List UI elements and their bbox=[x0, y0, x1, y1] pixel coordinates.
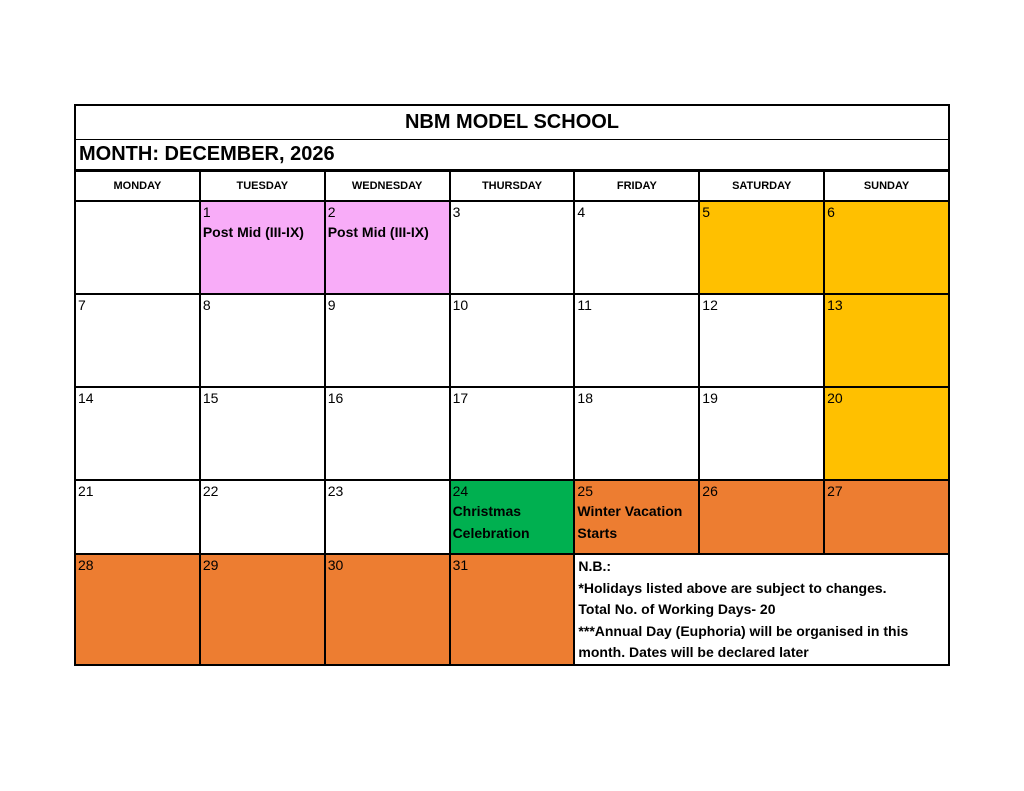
day-number: 3 bbox=[452, 204, 461, 220]
day-number: 10 bbox=[452, 297, 469, 313]
month-label: MONTH: DECEMBER, 2026 bbox=[76, 140, 948, 170]
event-label-line2: Celebration bbox=[452, 525, 530, 541]
event-label: Post Mid (III-IX) bbox=[327, 224, 429, 240]
day-number: 27 bbox=[827, 483, 843, 499]
day-number: 2 bbox=[327, 204, 336, 220]
day-number: 13 bbox=[827, 297, 843, 313]
day-number: 15 bbox=[202, 390, 219, 406]
day-number: 19 bbox=[702, 390, 718, 406]
day-cell-22 bbox=[201, 481, 324, 553]
notes-line: month. Dates will be declared later bbox=[578, 644, 809, 660]
day-number: 6 bbox=[827, 204, 835, 220]
notes-line: ***Annual Day (Euphoria) will be organised in this bbox=[578, 622, 909, 639]
day-cell-26 bbox=[700, 481, 823, 553]
day-number: 17 bbox=[452, 390, 469, 406]
weekday-header-monday: MONDAY bbox=[76, 172, 199, 200]
day-number: 14 bbox=[78, 390, 94, 406]
day-number: 7 bbox=[78, 297, 86, 313]
day-cell-empty bbox=[76, 202, 199, 293]
day-number: 21 bbox=[78, 483, 94, 499]
weekday-header-sunday: SUNDAY bbox=[825, 172, 948, 200]
notes-box bbox=[575, 555, 948, 664]
weekday-header-thursday: THURSDAY bbox=[451, 172, 574, 200]
day-cell-15 bbox=[201, 388, 324, 479]
day-number: 20 bbox=[827, 390, 843, 406]
day-cell-28 bbox=[76, 555, 199, 664]
day-number: 31 bbox=[452, 557, 469, 573]
day-cell-29 bbox=[201, 555, 324, 664]
day-number: 9 bbox=[327, 297, 336, 313]
day-cell-16 bbox=[326, 388, 449, 479]
day-cell-10 bbox=[451, 295, 574, 386]
day-cell-31 bbox=[451, 555, 574, 664]
day-cell-14 bbox=[76, 388, 199, 479]
day-cell-2 bbox=[326, 202, 449, 293]
day-cell-6 bbox=[825, 202, 948, 293]
day-cell-19 bbox=[700, 388, 823, 479]
day-cell-27 bbox=[825, 481, 948, 553]
weekday-header-friday: FRIDAY bbox=[575, 172, 698, 200]
day-number: 25 bbox=[577, 483, 593, 499]
day-cell-5 bbox=[700, 202, 823, 293]
day-cell-1 bbox=[201, 202, 324, 293]
day-cell-25 bbox=[575, 481, 698, 553]
notes-line: *Holidays listed above are subject to changes. bbox=[578, 579, 887, 596]
day-cell-17 bbox=[451, 388, 574, 479]
day-cell-13 bbox=[825, 295, 948, 386]
day-cell-20 bbox=[825, 388, 948, 479]
day-number: 29 bbox=[202, 557, 219, 573]
day-cell-8 bbox=[201, 295, 324, 386]
weekday-header-tuesday: TUESDAY bbox=[201, 172, 324, 200]
day-number: 1 bbox=[202, 204, 211, 220]
notes-heading: N.B.: bbox=[578, 558, 612, 574]
day-cell-30 bbox=[326, 555, 449, 664]
weekday-header-wednesday: WEDNESDAY bbox=[326, 172, 449, 200]
day-cell-23 bbox=[326, 481, 449, 553]
notes-line: Total No. of Working Days- 20 bbox=[578, 601, 776, 617]
day-cell-12 bbox=[700, 295, 823, 386]
day-number: 12 bbox=[702, 297, 718, 313]
day-cell-21 bbox=[76, 481, 199, 553]
day-number: 4 bbox=[577, 204, 586, 220]
day-number: 23 bbox=[327, 483, 344, 499]
day-number: 11 bbox=[577, 297, 592, 313]
day-cell-7 bbox=[76, 295, 199, 386]
day-number: 8 bbox=[202, 297, 211, 313]
day-cell-24 bbox=[451, 481, 574, 553]
day-number: 24 bbox=[452, 483, 469, 499]
calendar-table bbox=[74, 104, 950, 666]
day-number: 22 bbox=[202, 483, 219, 499]
event-label-line1: Winter Vacation bbox=[577, 503, 683, 519]
event-label-line2: Starts bbox=[577, 525, 618, 541]
day-cell-9 bbox=[326, 295, 449, 386]
day-number: 5 bbox=[702, 204, 711, 220]
calendar-grid bbox=[76, 170, 948, 664]
weekday-header-saturday: SATURDAY bbox=[700, 172, 823, 200]
day-number: 30 bbox=[327, 557, 344, 573]
day-number: 16 bbox=[327, 390, 344, 406]
event-label-line1: Christmas bbox=[452, 503, 522, 519]
day-cell-11 bbox=[575, 295, 698, 386]
day-number: 28 bbox=[78, 557, 94, 573]
day-cell-4 bbox=[575, 202, 698, 293]
day-number: 26 bbox=[702, 483, 718, 499]
day-number: 18 bbox=[577, 390, 593, 406]
day-cell-18 bbox=[575, 388, 698, 479]
school-title: NBM MODEL SCHOOL bbox=[76, 106, 948, 140]
day-cell-3 bbox=[451, 202, 574, 293]
event-label: Post Mid (III-IX) bbox=[202, 224, 304, 240]
